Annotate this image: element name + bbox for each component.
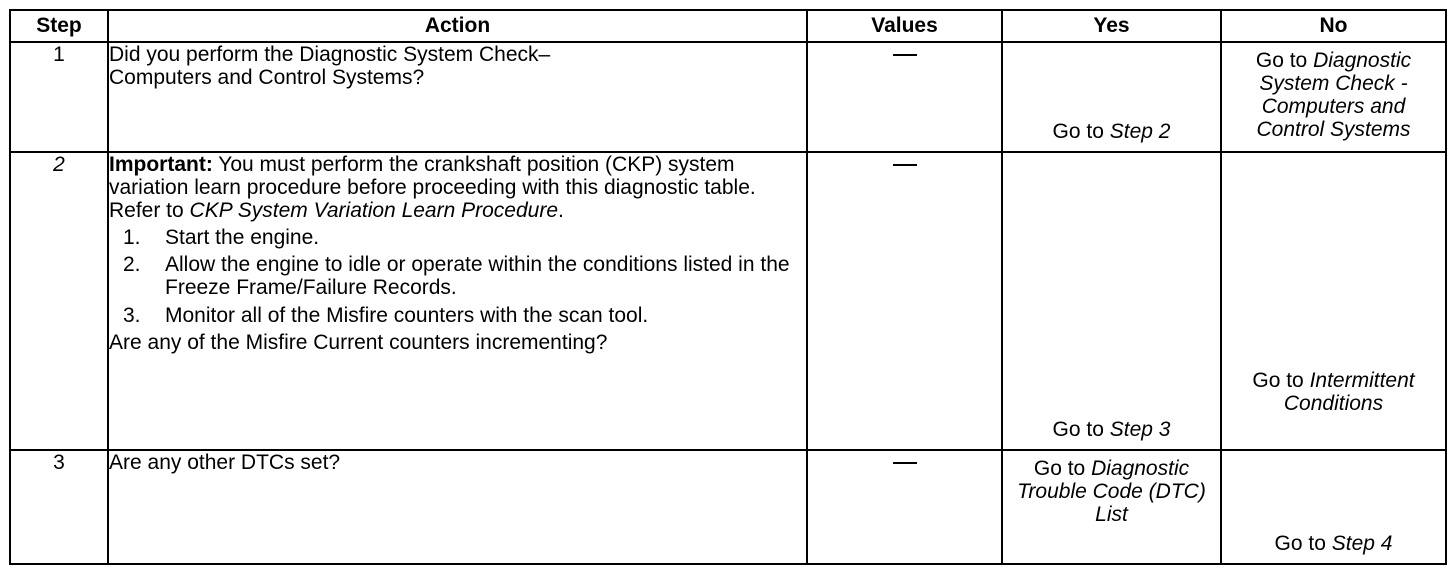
important-label: Important: (109, 153, 213, 176)
substep-list (109, 226, 806, 326)
action-text: Did you perform the Diagnostic System Check– (109, 43, 551, 66)
table-row (10, 42, 1446, 152)
no-result (1222, 43, 1445, 141)
yes-result (1003, 451, 1220, 526)
no-cell (1221, 450, 1446, 564)
list-item (109, 226, 806, 249)
action-cell (108, 42, 807, 152)
values-dash (893, 462, 917, 464)
no-result (1226, 369, 1441, 415)
no-prefix: Go to (1252, 368, 1310, 392)
substep-number: 1. (123, 226, 141, 250)
values-cell (807, 42, 1002, 152)
substep-number: 2. (123, 253, 141, 277)
action-question: Are any of the Misfire Current counters incrementing? (109, 330, 608, 354)
yes-cell (1002, 152, 1221, 450)
important-end: . (558, 199, 564, 223)
no-link[interactable]: Diagnostic System Check - Computers and Control Systems (1256, 49, 1412, 142)
values-dash (893, 54, 917, 56)
header-yes: Yes (1002, 10, 1221, 42)
list-item (109, 253, 806, 299)
important-note (109, 153, 806, 222)
yes-cell (1002, 42, 1221, 152)
substep-text: Start the engine. (165, 226, 320, 250)
substep-text: Monitor all of the Misfire counters with the scan tool. (165, 303, 649, 327)
values-cell (807, 152, 1002, 450)
step-number (10, 152, 108, 450)
no-cell (1221, 42, 1446, 152)
step-number (10, 42, 108, 152)
yes-link[interactable]: Step 2 (1109, 119, 1171, 143)
no-prefix: Go to (1274, 531, 1332, 555)
no-link[interactable]: Intermittent Conditions (1283, 368, 1415, 415)
action-text: Are any other DTCs set? (109, 451, 341, 474)
step-number-text: 2 (53, 153, 65, 176)
header-no: No (1221, 10, 1446, 42)
yes-prefix: Go to (1052, 119, 1110, 143)
substep-number: 3. (123, 303, 141, 327)
yes-result (1007, 418, 1216, 441)
header-row (10, 10, 1446, 42)
values-cell (807, 450, 1002, 564)
yes-link[interactable]: Step 3 (1109, 417, 1171, 441)
diagnostic-table (9, 9, 1447, 565)
important-link[interactable]: CKP System Variation Learn Procedure (189, 199, 559, 223)
header-values: Values (807, 10, 1002, 42)
values-dash (893, 164, 917, 166)
table-row (10, 450, 1446, 564)
list-item (109, 304, 806, 327)
header-step: Step (10, 10, 108, 42)
yes-prefix: Go to (1033, 457, 1092, 480)
action-cell (108, 152, 807, 450)
header-action: Action (108, 10, 807, 42)
table-row (10, 152, 1446, 450)
yes-prefix: Go to (1052, 417, 1110, 441)
step-number-text: 1 (53, 43, 65, 66)
yes-link[interactable]: Diagnostic Trouble Code (DTC) List (1017, 457, 1206, 527)
no-result (1226, 532, 1441, 555)
substep-text: Allow the engine to idle or operate within the conditions listed in the Freeze Frame/Failure Records. (165, 253, 790, 300)
action-cell (108, 450, 807, 564)
no-prefix: Go to (1255, 49, 1314, 72)
step-number (10, 450, 108, 564)
no-link[interactable]: Step 4 (1331, 531, 1393, 555)
important-text: You must perform the crankshaft position (CKP) system variation learn procedure before proceeding with this diagnostic table. Refer to (109, 153, 756, 223)
no-cell (1221, 152, 1446, 450)
action-text: Computers and Control Systems? (109, 66, 425, 90)
yes-cell (1002, 450, 1221, 564)
step-number-text: 3 (53, 451, 65, 474)
yes-result (1007, 120, 1216, 143)
